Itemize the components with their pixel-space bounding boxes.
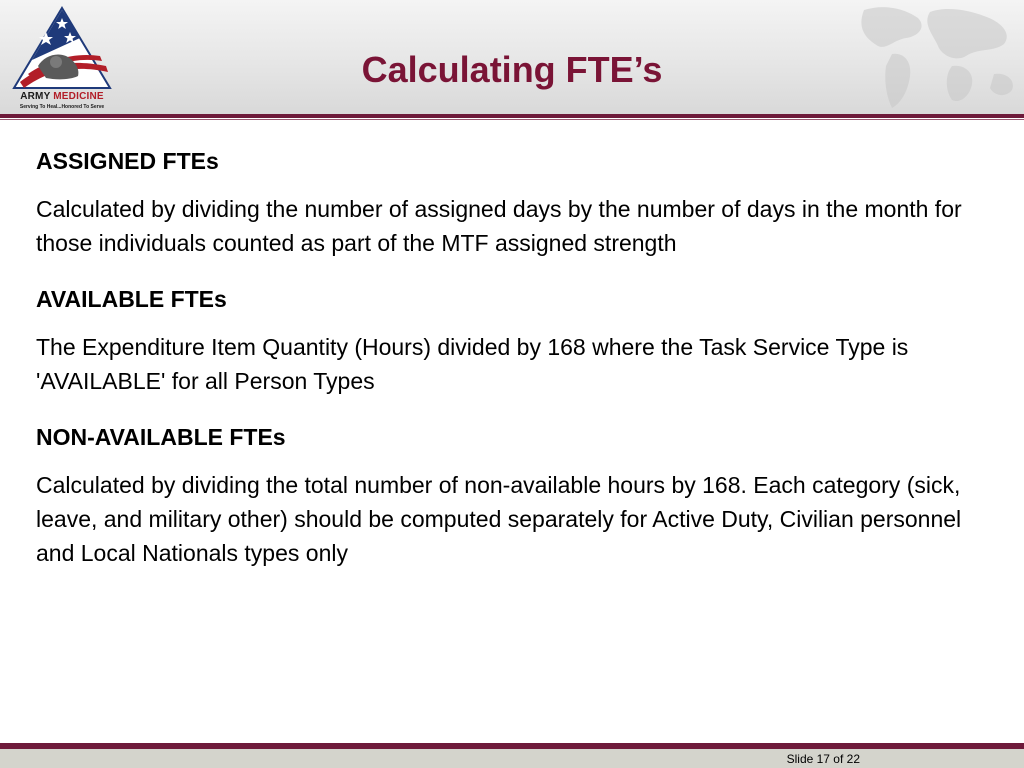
slide-title: Calculating FTE’s — [361, 49, 663, 90]
section-available-ftes — [36, 284, 996, 398]
header-rule — [0, 114, 1024, 118]
logo-wordmark: ARMY MEDICINE — [20, 91, 104, 102]
section-text: Calculated by dividing the number of assigned days by the number of days in the month for those individuals counted as part of the MTF assigned strength — [36, 196, 962, 256]
slide-header — [0, 0, 1024, 114]
section-non-available-ftes — [36, 422, 996, 570]
section-text: The Expenditure Item Quantity (Hours) divided by 168 where the Task Service Type is 'AVAILABLE' for all Person Types — [36, 334, 909, 394]
section-assigned-ftes — [36, 146, 996, 260]
section-heading: NON-AVAILABLE FTEs — [36, 424, 286, 450]
section-heading: AVAILABLE FTEs — [36, 286, 227, 312]
slide-body — [36, 146, 996, 594]
slide-number: Slide 17 of 22 — [786, 752, 860, 766]
footer-bar — [0, 749, 1024, 768]
section-text: Calculated by dividing the total number of non-available hours by 168. Each category (sick, leave, and military other) should be computed separately for Active Duty, Civilian personnel and Local Nationals types only — [36, 472, 962, 566]
section-heading: ASSIGNED FTEs — [36, 148, 219, 174]
logo-motto: Serving To Heal...Honored To Serve — [19, 104, 105, 110]
header-rule-thin — [0, 119, 1024, 120]
